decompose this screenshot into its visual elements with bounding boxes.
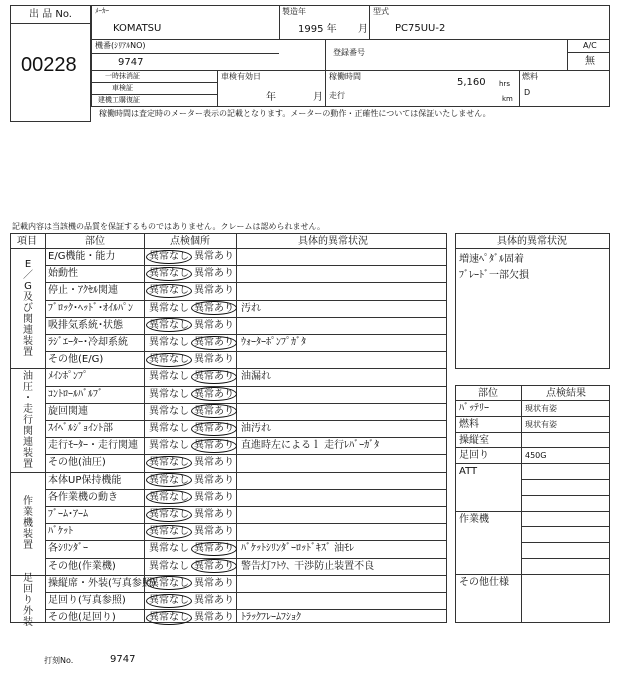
results-row-line xyxy=(455,463,610,464)
col-line-item xyxy=(45,233,46,623)
circle-mark-none xyxy=(146,353,192,367)
normal-none-label: 異常なし xyxy=(149,509,189,520)
row-line xyxy=(45,282,447,283)
normal-none-label: 異常なし xyxy=(149,354,189,366)
right-abnormal-line-1: 増速ﾍﾟﾀﾞﾙ固着 xyxy=(459,254,524,265)
group-label-char: 作 xyxy=(23,495,33,507)
normal-none-label: 異常なし xyxy=(149,560,189,572)
inspection-cert-label: 車検証 xyxy=(112,84,133,92)
normal-some-label: 異常あり xyxy=(194,285,234,297)
lot-label: 出 品 No. xyxy=(29,9,72,20)
group-label-char: り xyxy=(23,595,33,607)
results-part: 作業機 xyxy=(459,513,489,525)
row-part: 本体UP保持機能 xyxy=(48,474,122,486)
right-abnormal-header-line xyxy=(455,248,610,249)
group-label-char: 置 xyxy=(23,539,33,551)
normal-some-label: 異常あり xyxy=(194,543,234,555)
col-header-check: 点検個所 xyxy=(170,236,210,247)
normal-some-label: 異常あり xyxy=(194,577,234,589)
row-detail: ﾄﾗｯｸﾌﾚｰﾑﾌｼｮｸ xyxy=(241,612,301,624)
results-subline xyxy=(521,495,610,496)
circle-mark-some xyxy=(191,336,237,350)
group-label-char: 置 xyxy=(23,458,33,470)
row-line xyxy=(45,317,447,318)
row-part: その他(E/G) xyxy=(48,354,104,366)
serial-value: 9747 xyxy=(118,57,144,68)
results-part: その他仕様 xyxy=(459,576,509,588)
fuel-label: 燃料 xyxy=(522,72,538,81)
results-col-result: 点検結果 xyxy=(546,388,586,399)
group-label-char: 連 xyxy=(23,436,33,448)
group-label-char: 回 xyxy=(23,584,33,596)
group-label-char: 走 xyxy=(23,403,33,415)
normal-some-label: 異常あり xyxy=(194,268,234,280)
row-line xyxy=(45,523,447,524)
row-line xyxy=(45,403,447,404)
info-col-cert xyxy=(217,70,218,107)
row-line xyxy=(45,437,447,438)
row-line xyxy=(45,351,447,352)
group-label-char: び xyxy=(23,302,33,314)
row-line xyxy=(45,265,447,266)
normal-some-label: 異常あり xyxy=(194,405,234,417)
group-label xyxy=(14,573,42,628)
row-part: ｺﾝﾄﾛｰﾙﾊﾞﾙﾌﾞ xyxy=(48,388,103,400)
normal-none-label: 異常なし xyxy=(149,577,189,589)
results-col-line xyxy=(521,385,522,623)
hours-unit: hrs xyxy=(499,80,510,88)
table-header-line xyxy=(10,248,447,249)
normal-some-label: 異常あり xyxy=(194,560,234,572)
maker-label: ﾒｰｶｰ xyxy=(95,7,109,15)
row-part: 旋回関連 xyxy=(48,405,88,417)
results-row-line xyxy=(455,416,610,417)
col-header-part: 部位 xyxy=(85,236,105,247)
row-part: 足回り(写真参照) xyxy=(48,595,126,606)
circle-mark-none xyxy=(146,508,192,522)
maker-value: KOMATSU xyxy=(113,23,162,34)
normal-none-label: 異常なし xyxy=(149,337,189,348)
group-label-char: 関 xyxy=(23,313,33,325)
group-label-char: 置 xyxy=(23,346,33,358)
group-label-char: 外 xyxy=(23,606,33,618)
row-part: ｽｲﾍﾞﾙｼﾞｮｲﾝﾄ部 xyxy=(48,423,113,434)
normal-some-label: 異常あり xyxy=(194,474,234,486)
row-line xyxy=(45,420,447,421)
year-value: 1995 年 xyxy=(298,24,337,35)
row-detail: ｳｫｰﾀｰﾎﾟﾝﾌﾟｶﾞﾀ xyxy=(241,337,306,348)
serial-label: 機番(ｼﾘｱﾙNO) xyxy=(95,41,146,50)
normal-none-label: 異常なし xyxy=(149,319,189,331)
row-line xyxy=(45,558,447,559)
expiry-year-unit: 年 xyxy=(266,92,276,103)
normal-none-label: 異常なし xyxy=(149,595,189,606)
row-part: その他(足回り) xyxy=(48,612,116,624)
circle-mark-some xyxy=(191,542,237,556)
circle-mark-none xyxy=(146,611,192,625)
normal-none-label: 異常なし xyxy=(149,474,189,486)
distance-label: 走行 xyxy=(329,91,345,100)
normal-none-label: 異常なし xyxy=(149,285,189,297)
row-part: ﾒｲﾝﾎﾟﾝﾌﾟ xyxy=(48,371,88,383)
results-subline xyxy=(521,558,610,559)
info-col-model xyxy=(369,5,370,39)
results-row-line xyxy=(455,574,610,575)
results-header-line xyxy=(455,400,610,401)
group-line xyxy=(10,472,447,473)
results-value: 現状有姿 xyxy=(525,419,557,429)
col-header-item: 項目 xyxy=(17,236,37,247)
normal-none-label: 異常なし xyxy=(149,405,189,417)
stamp-value: 9747 xyxy=(110,654,136,665)
circle-mark-some xyxy=(191,370,237,384)
expiry-month-unit: 月 xyxy=(313,92,323,103)
normal-some-label: 異常あり xyxy=(194,423,234,434)
normal-some-label: 異常あり xyxy=(194,337,234,348)
temp-reg-label: 一時抹消証 xyxy=(105,72,140,80)
group-label-char: 装 xyxy=(23,335,33,347)
normal-none-label: 異常なし xyxy=(149,302,189,314)
results-value: 450G xyxy=(525,451,547,461)
results-part: 燃料 xyxy=(459,418,479,430)
fuel-value: D xyxy=(524,88,531,97)
row-line xyxy=(45,609,447,610)
inspection-expiry-label: 車検有効日 xyxy=(221,72,261,81)
lot-divider xyxy=(10,23,91,24)
circle-mark-none xyxy=(146,267,192,281)
normal-none-label: 異常なし xyxy=(149,440,189,452)
normal-some-label: 異常あり xyxy=(194,354,234,366)
normal-some-label: 異常あり xyxy=(194,526,234,538)
info-row-line-1 xyxy=(91,39,610,40)
normal-none-label: 異常なし xyxy=(149,251,189,262)
info-col-fuel xyxy=(519,70,520,107)
ac-value: 無 xyxy=(585,56,595,67)
results-part: ﾊﾞｯﾃﾘｰ xyxy=(459,403,489,414)
group-label xyxy=(14,259,42,358)
group-label xyxy=(14,496,42,551)
results-row-line xyxy=(455,511,610,512)
right-abnormal-line-2: ﾌﾞﾚｰﾄﾞ一部欠損 xyxy=(459,270,529,281)
normal-none-label: 異常なし xyxy=(149,457,189,469)
row-line xyxy=(45,489,447,490)
group-label-char: 関 xyxy=(23,425,33,437)
ac-label: A/C xyxy=(583,41,597,50)
row-part: 始動性 xyxy=(48,268,78,280)
group-label-char: 機 xyxy=(23,517,33,529)
group-label-char: 行 xyxy=(23,414,33,426)
info-col-ac xyxy=(567,39,568,70)
results-row-line xyxy=(455,447,610,448)
row-part: 各作業機の動き xyxy=(48,491,118,503)
normal-none-label: 異常なし xyxy=(149,612,189,624)
info-col-year xyxy=(279,5,280,39)
col-line-part xyxy=(144,233,145,623)
circle-mark-some xyxy=(191,439,237,453)
hours-note: 稼働時間は査定時のメーター表示の記載となります。メーターの動作・正確性については保証いたしません。 xyxy=(99,109,491,118)
results-subline xyxy=(521,542,610,543)
results-part: ATT xyxy=(459,466,478,478)
group-label-char: ／ xyxy=(23,269,33,281)
row-line xyxy=(45,454,447,455)
results-part: 足回り xyxy=(459,450,489,462)
row-part: 操縦席・外装(写真参照) xyxy=(48,577,156,589)
stamp-label: 打刻No. xyxy=(44,656,74,665)
normal-none-label: 異常なし xyxy=(149,526,189,538)
hours-value: 5,160 xyxy=(457,77,486,88)
year-label: 製造年 xyxy=(282,7,306,16)
normal-some-label: 異常あり xyxy=(194,388,234,400)
model-label: 型式 xyxy=(373,7,389,16)
group-label-char: 装 xyxy=(23,447,33,459)
circle-mark-none xyxy=(146,284,192,298)
row-part: 走行ﾓｰﾀｰ・走行関連 xyxy=(48,440,138,452)
group-line xyxy=(10,368,447,369)
row-detail: 汚れ xyxy=(241,302,261,314)
row-part: 吸排気系統･状態 xyxy=(48,319,123,331)
row-part: ﾌﾞｰﾑ･ｱｰﾑ xyxy=(48,509,88,520)
row-part: ﾗｼﾞｴｰﾀｰ･冷却系統 xyxy=(48,337,128,348)
normal-some-label: 異常あり xyxy=(194,371,234,383)
ac-divider xyxy=(567,52,610,53)
cert-line-1 xyxy=(91,82,217,83)
month-unit: 月 xyxy=(358,24,368,35)
group-label-char: 圧 xyxy=(23,381,33,393)
row-part: 停止・ｱｸｾﾙ関連 xyxy=(48,285,118,297)
group-label-char: 足 xyxy=(23,573,33,585)
row-line xyxy=(45,506,447,507)
group-label-char: 油 xyxy=(23,370,33,382)
model-value: PC75UU-2 xyxy=(395,23,446,34)
row-line xyxy=(45,592,447,593)
normal-none-label: 異常なし xyxy=(149,388,189,400)
group-label-char: 及 xyxy=(23,291,33,303)
row-detail: 警告灯ﾌﾄｳ､ 干渉防止装置不良 xyxy=(241,560,375,572)
cert-line-2 xyxy=(91,94,217,95)
row-line xyxy=(45,334,447,335)
row-detail: ﾊﾞｹｯﾄｼﾘﾝﾀﾞｰﾛｯﾄﾞｷｽﾞ 油ﾓﾚ xyxy=(241,543,355,555)
row-line xyxy=(45,386,447,387)
right-abnormal-title: 具体的異常状況 xyxy=(497,236,567,247)
hours-label: 稼働時間 xyxy=(329,72,361,81)
row-detail: 油汚れ xyxy=(241,423,271,434)
group-label-char: 装 xyxy=(23,617,33,629)
lot-number: 00228 xyxy=(21,54,77,76)
normal-some-label: 異常あり xyxy=(194,509,234,520)
normal-some-label: 異常あり xyxy=(194,491,234,503)
row-part: ﾊﾞｹｯﾄ xyxy=(48,526,73,538)
row-part: その他(作業機) xyxy=(48,560,116,572)
row-part: ﾌﾞﾛｯｸ･ﾍｯﾄﾞ･ｵｲﾙﾊﾟﾝ xyxy=(48,302,133,314)
circle-mark-none xyxy=(146,525,192,539)
row-line xyxy=(45,300,447,301)
info-col-reg xyxy=(325,39,326,107)
results-value: 現状有姿 xyxy=(525,404,557,413)
normal-some-label: 異常あり xyxy=(194,302,234,314)
results-subline xyxy=(521,479,610,480)
circle-mark-none xyxy=(146,456,192,470)
circle-mark-none xyxy=(146,250,192,264)
normal-some-label: 異常あり xyxy=(194,251,234,262)
reg-label: 登録番号 xyxy=(333,48,365,57)
normal-none-label: 異常なし xyxy=(149,543,189,555)
group-label xyxy=(14,371,42,470)
row-part: その他(油圧) xyxy=(48,457,106,469)
row-part: 各ｼﾘﾝﾀﾞｰ xyxy=(48,543,88,555)
results-col-part: 部位 xyxy=(478,388,498,399)
normal-some-label: 異常あり xyxy=(194,457,234,469)
disclaimer-text: 記載内容は当該機の品質を保証するものではありません。クレームは認められません。 xyxy=(12,222,325,231)
circle-mark-some xyxy=(191,422,237,436)
circle-mark-none xyxy=(146,594,192,608)
group-label-char: 装 xyxy=(23,528,33,540)
normal-some-label: 異常あり xyxy=(194,440,234,452)
group-label-char: E xyxy=(24,258,32,270)
row-part: E/G機能・能力 xyxy=(48,251,116,262)
machine-cert-label: 建機工購復証 xyxy=(98,96,140,104)
group-label-char: 業 xyxy=(23,506,33,518)
col-header-detail: 具体的異常状況 xyxy=(298,236,368,247)
group-line xyxy=(10,575,447,576)
results-row-line xyxy=(455,432,610,433)
normal-none-label: 異常なし xyxy=(149,491,189,503)
results-part: 操縦室 xyxy=(459,434,489,446)
group-label-char: ・ xyxy=(23,392,33,404)
normal-none-label: 異常なし xyxy=(149,268,189,280)
info-row-line-3 xyxy=(91,53,279,54)
info-row-line-2 xyxy=(91,70,610,71)
group-label-char: 連 xyxy=(23,324,33,336)
normal-some-label: 異常あり xyxy=(194,319,234,331)
row-line xyxy=(45,540,447,541)
normal-some-label: 異常あり xyxy=(194,612,234,624)
results-subline xyxy=(521,526,610,527)
normal-some-label: 異常あり xyxy=(194,595,234,606)
row-detail: 油漏れ xyxy=(241,371,271,383)
row-detail: 直進時左によるｌ 走行ﾚﾊﾞｰｶﾞﾀ xyxy=(241,440,380,452)
km-unit: km xyxy=(502,95,513,103)
group-label-char: G xyxy=(24,280,32,292)
normal-none-label: 異常なし xyxy=(149,371,189,383)
normal-none-label: 異常なし xyxy=(149,423,189,434)
